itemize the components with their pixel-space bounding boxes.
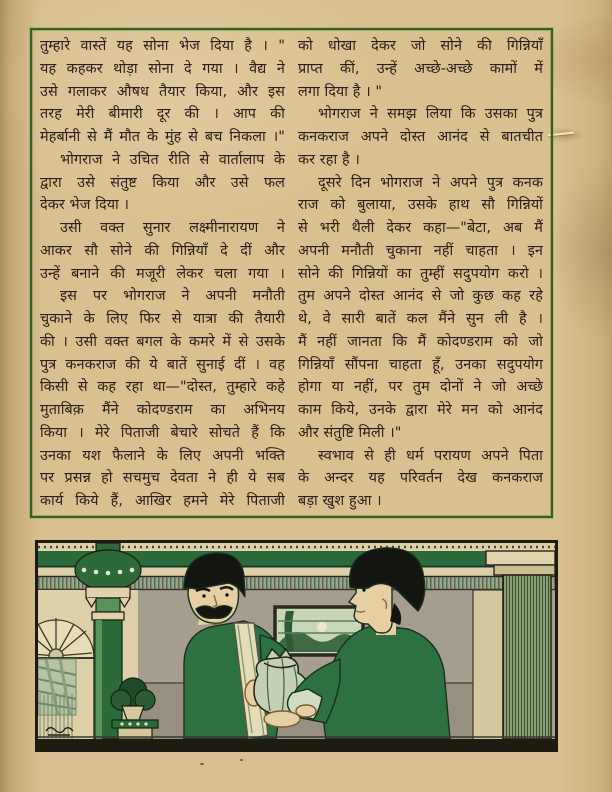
son-hands	[264, 711, 300, 727]
text-line: पर प्रसन्न हो सचमुच देवता ने ही ये सब	[40, 470, 285, 487]
illustration-canvas	[38, 543, 555, 749]
text-line: तरह मेरी बीमारी दूर की । आप की	[40, 106, 285, 123]
text-line: कनकराज अपने दोस्त आनंद से बातचीत	[298, 129, 543, 145]
text-line: गिन्नियाँ सौंपना चाहता हूँ, उनका सदुपयोग	[298, 356, 543, 373]
text-line: उसी वक्त सुनार लक्ष्मीनारायण ने	[60, 220, 285, 236]
text-line: देकर भेज दिया ।	[40, 197, 130, 214]
text-column-right	[298, 35, 543, 516]
text-line: अपनी मनौती चुकाना नहीं चाहता । इन	[298, 242, 543, 259]
text-line: मेहर्बानी से मैं मौत के मुंह से बच निकला ।"	[40, 129, 285, 145]
text-line: उनका यश फैलाने के लिए अपनी भक्ति	[40, 447, 285, 464]
paragraph	[298, 172, 543, 445]
text-line: किया । मेरे पिताजी बेचारे सोचते हैं कि	[40, 424, 285, 441]
text-line: किसी से कह रहा था—"दोस्त, तुम्हारे कहे	[40, 379, 285, 396]
text-line: मुताबिक़ मैंने कोदण्डराम का अभिनय	[40, 402, 285, 418]
text-line: होगा या नहीं, पर तुम दोनों ने जो अच्छे	[298, 379, 543, 396]
text-line: भोगराज ने उचित रीति से वार्तालाप के	[60, 151, 285, 168]
text-line: कर रहा है ।	[298, 151, 360, 168]
text-line: थे, वे सारी बातें कल मैंने सुन ली है ।	[298, 311, 543, 327]
text-line: पुत्र कनकराज की ये बातें सुनाई दीं । वह	[40, 356, 285, 373]
text-line: प्राप्त कीं, उन्हें अच्छे-अच्छे कामों में	[298, 60, 543, 77]
paragraph	[298, 103, 543, 171]
text-line: आकर सौ सोने की गिन्नियाँ दे दीं और	[40, 242, 285, 259]
paragraph	[298, 445, 543, 513]
text-line: इस पर भोगराज ने अपनी मनौती	[60, 288, 285, 305]
text-line: तुम्हारे वास्तें यह सोना भेज दिया है । "	[40, 38, 285, 54]
story-illustration	[35, 540, 558, 752]
text-line: सोने की गिन्नियों का तुम्हीं सदुपयोग करो ।	[298, 265, 543, 282]
paragraph	[298, 35, 543, 103]
text-line: उन्हें बनाने की मजूरी लेकर चला गया ।	[40, 265, 285, 282]
paragraph	[40, 285, 285, 513]
text-line: की । उसी वक्त बगल के कमरे में से उसके	[40, 333, 285, 350]
text-line: भोगराज ने समझ लिया कि उसका पुत्र	[318, 106, 543, 123]
text-line: कार्य किये हैं, आखिर हमने मेरे पिताजी	[40, 493, 285, 509]
text-line: काम किये, उनके द्वारा मेरे मन को आनंद	[298, 402, 543, 418]
paragraph	[40, 35, 285, 149]
text-line: दूसरे दिन भोगराज ने अपने पुत्र कनक	[318, 174, 543, 191]
text-line: बड़ा खुश हुआ ।	[298, 493, 382, 509]
text-line: राज को बुलाया, उसके हाथ सौ गिन्नियों	[298, 197, 543, 214]
paper-speck	[240, 759, 243, 761]
text-line: और संतुष्टि मिली ।"	[298, 424, 402, 441]
text-line: से भरी थैली देकर कहा—"बेटा, अब मैं	[298, 220, 543, 236]
doorway-band	[473, 590, 503, 740]
text-line: चुकाने के लिए फिर से यात्रा की तैयारी	[40, 311, 285, 327]
text-line: स्वभाव से ही धर्म परायण अपने पिता	[318, 447, 543, 464]
text-line: मैं नहीं जानता कि मैं कोदण्डराम को जो	[298, 333, 543, 350]
text-line: लगा दिया है । "	[298, 83, 383, 100]
text-line: उसे गलाकर औषध तैयार किया, और इस	[40, 83, 285, 100]
text-line: यह कहकर थोड़ा सोना दे गया । वैद्य ने	[40, 60, 285, 77]
text-line: तुम अपने दोस्त आनंद से जो कुछ कह रहे	[298, 288, 543, 305]
baseboard	[38, 739, 555, 749]
story-text-frame	[30, 28, 553, 518]
text-line: के अन्दर यह परिवर्तन देख कनकराज	[298, 470, 543, 487]
paragraph	[40, 149, 285, 217]
paper-speck	[200, 763, 204, 765]
text-column-left	[40, 35, 285, 516]
paragraph	[40, 217, 285, 285]
text-line: द्वारा उसे संतुष्ट किया और उसे फल	[40, 174, 285, 191]
text-line: को धोखा देकर जो सोने की गिन्नियाँ	[298, 38, 543, 54]
